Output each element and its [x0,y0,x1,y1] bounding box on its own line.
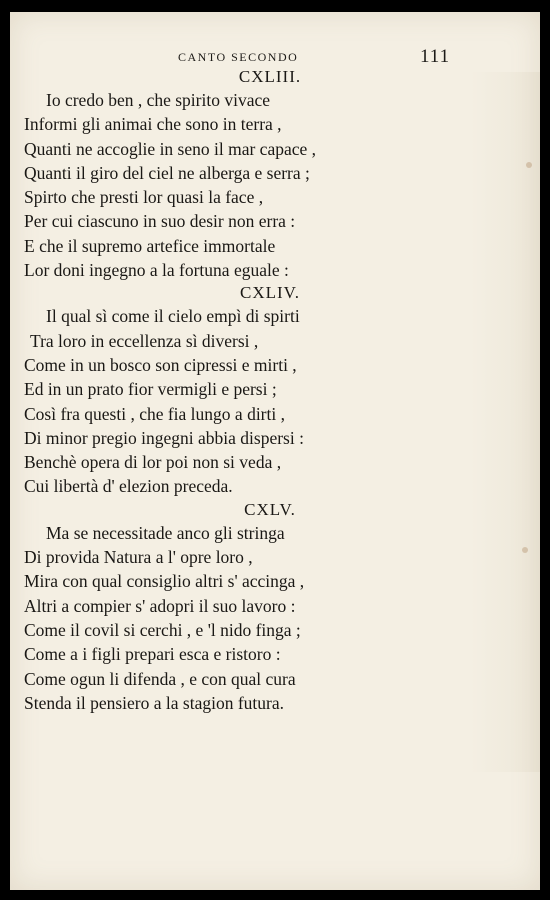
verse-line: Benchè opera di lor poi non si veda , [24,452,282,473]
verse-line: Quanti ne accoglie in seno il mar capace , [24,138,317,159]
verse-line: Di minor pregio ingegni abbia dispersi : [24,427,304,448]
verse-line: Di provida Natura a l' opre loro , [24,547,253,568]
verse-line: Ma se necessitade anco gli stringa [46,522,285,543]
verse-line: Informi gli animai che sono in terra , [24,114,282,135]
verse-line: Come in un bosco son cipressi e mirti , [24,354,297,375]
verse-line: Io credo ben , che spirito vivace [46,90,271,110]
verse-line: Per cui ciascuno in suo desir non erra : [24,211,296,232]
verse-line: Così fra questi , che fia lungo a dirti , [24,403,285,424]
verse-line: Il qual sì come il cielo empì di spirti [46,306,300,327]
verse-line: Spirto che presti lor quasi la face , [24,187,264,208]
verse-line: Lor doni ingegno a la fortuna eguale : [24,260,289,281]
running-head: CANTO SECONDO [178,50,299,64]
verse-line: E che il supremo artefice immortale [24,235,276,256]
stanza-number: CXLIII. [238,67,302,86]
paper-stain [526,162,532,168]
page-header [10,44,540,68]
page-number: 111 [420,46,451,67]
stanza [24,499,524,715]
verse-line: Come a i figli prepari esca e ristoro : [24,644,281,665]
verse-line: Come ogun li difenda , e con qual cura [24,668,296,689]
stanza-number: CXLV. [244,499,296,519]
verse-line: Cui libertà d' elezion preceda. [24,476,233,497]
verse-line: Mira con qual consiglio altri s' accinga , [24,571,305,592]
book-page [10,12,540,890]
stanza-number: CXLIV. [240,283,300,303]
stanza [24,66,524,282]
verse-line: Tra loro in eccellenza sì diversi , [30,330,259,351]
poem-text [24,66,524,715]
verse-line: Altri a compier s' adopri il suo lavoro : [24,595,296,616]
verse-line: Stenda il pensiero a la stagion futura. [24,692,284,713]
verse-line: Come il covil si cerchi , e 'l nido finga ; [24,619,301,640]
stanza [24,282,524,498]
verse-line: Quanti il giro del ciel ne alberga e serra ; [24,162,310,183]
verse-line: Ed in un prato fior vermigli e persi ; [24,379,277,400]
